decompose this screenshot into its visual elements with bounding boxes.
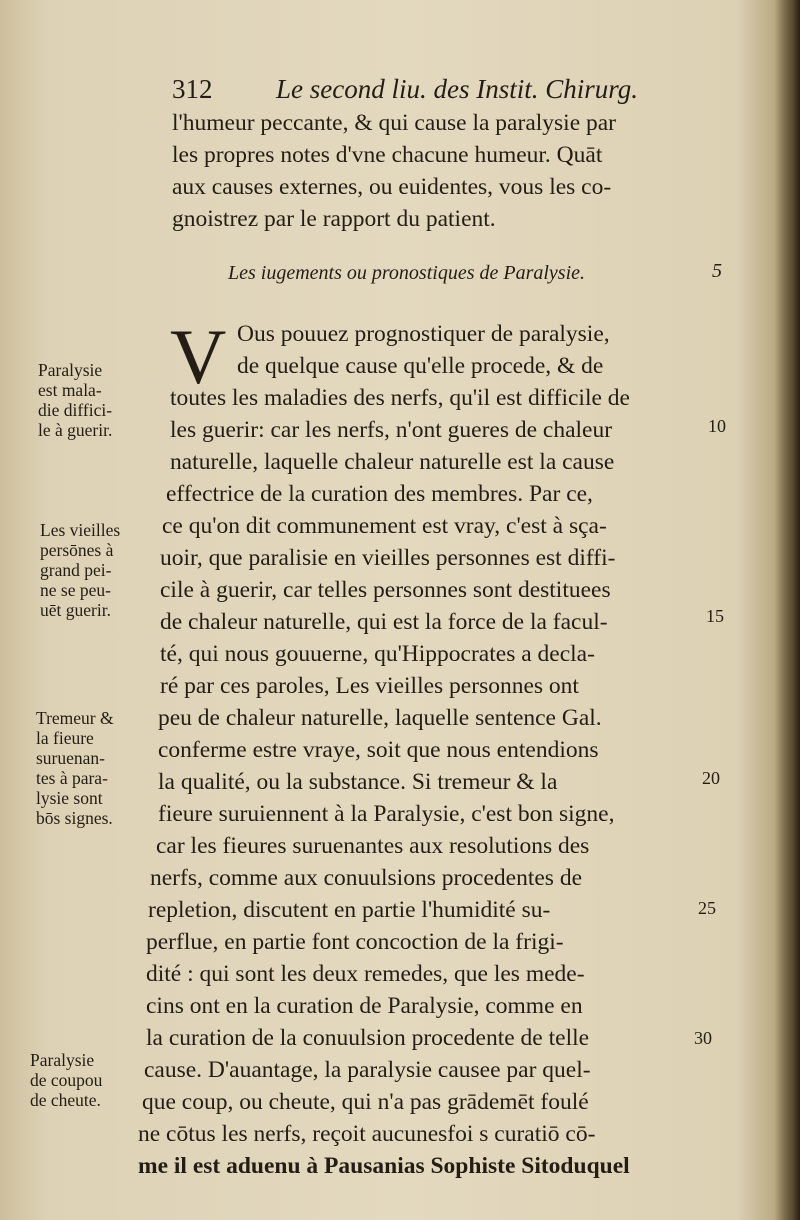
- margin-note-line: lysie sont: [36, 788, 103, 808]
- margin-note: [40, 520, 155, 620]
- text-line: l'humeur peccante, & qui cause la paralysie par: [172, 110, 617, 136]
- page-header: [172, 74, 692, 108]
- margin-note-line: tes à para-: [36, 768, 108, 788]
- margin-note-line: Les vieilles: [40, 520, 121, 540]
- text-line: cause. D'auantage, la paralysie causee par quel-: [144, 1057, 591, 1083]
- text-line: la qualité, ou la substance. Si tremeur & la: [158, 769, 558, 795]
- text-line: nerfs, comme aux conuulsions procedentes de: [150, 865, 583, 891]
- margin-note: [38, 360, 153, 440]
- line-number: 25: [698, 898, 716, 918]
- text-line: conferme estre vraye, soit que nous entendions: [158, 737, 599, 763]
- folio-number: 312: [172, 74, 213, 104]
- text-line: de quelque cause qu'elle procede, & de: [237, 353, 604, 379]
- text-line: aux causes externes, ou euidentes, vous les co-: [172, 174, 612, 200]
- margin-note-line: uēt guerir.: [40, 600, 111, 620]
- drop-cap: V: [170, 313, 227, 400]
- text-line: car les fieures suruenantes aux resolutions des: [156, 833, 590, 859]
- margin-note-line: Paralysie: [38, 360, 103, 380]
- text-line: les propres notes d'vne chacune humeur. Quāt: [172, 142, 603, 168]
- section-number: 5: [712, 260, 722, 282]
- text-line: ré par ces paroles, Les vieilles personnes ont: [160, 673, 579, 699]
- margin-note-line: persōnes à: [40, 540, 114, 560]
- margin-note-line: ne se peu-: [40, 580, 111, 600]
- line-number: 15: [706, 606, 724, 626]
- margin-note-line: est mala-: [38, 380, 102, 400]
- margin-note-line: suruenan-: [36, 748, 106, 768]
- line-number: 20: [702, 768, 720, 788]
- text-line: repletion, discutent en partie l'humidité su-: [148, 897, 551, 923]
- margin-note-line: bōs signes.: [36, 808, 113, 828]
- running-title: Le second liu. des Instit. Chirurg.: [276, 74, 638, 104]
- page-edge-shadow: [774, 0, 800, 1220]
- text-line: peu de chaleur naturelle, laquelle sentence Gal.: [158, 705, 602, 731]
- section-heading: Les iugements ou pronostiques de Paralysie.: [228, 262, 586, 284]
- margin-note-line: de cheute.: [30, 1090, 101, 1110]
- margin-note: [36, 708, 151, 828]
- margin-note-line: Paralysie: [30, 1050, 95, 1070]
- text-line: dité : qui sont les deux remedes, que les mede-: [146, 961, 585, 987]
- text-line: de chaleur naturelle, qui est la force de la facul-: [160, 609, 608, 635]
- text-line: cins ont en la curation de Paralysie, comme en: [146, 993, 583, 1019]
- text-line: me il est aduenu à Pausanias Sophiste Sitoduquel: [138, 1153, 630, 1179]
- margin-note-line: Tremeur &: [36, 708, 114, 728]
- line-number: 30: [694, 1028, 712, 1048]
- line-number: 10: [708, 416, 726, 436]
- text-line: effectrice de la curation des membres. Par ce,: [166, 481, 593, 507]
- margin-note-line: le à guerir.: [38, 420, 113, 440]
- text-line: que coup, ou cheute, qui n'a pas grādemēt foulé: [142, 1089, 589, 1115]
- text-line: Ous pouuez prognostiquer de paralysie,: [237, 321, 610, 347]
- text-line: naturelle, laquelle chaleur naturelle est la cause: [170, 449, 615, 475]
- text-line: les guerir: car les nerfs, n'ont gueres de chaleur: [170, 417, 613, 443]
- text-line: cile à guerir, car telles personnes sont destituees: [160, 577, 611, 603]
- text-line: perflue, en partie font concoction de la frigi-: [146, 929, 564, 955]
- text-line: té, qui nous gouuerne, qu'Hippocrates a decla-: [160, 641, 595, 667]
- text-line: ne cōtus les nerfs, reçoit aucunesfoi s curatiō cō-: [138, 1121, 596, 1147]
- margin-note-line: de coupou: [30, 1070, 103, 1090]
- text-line: gnoistrez par le rapport du patient.: [172, 206, 496, 232]
- margin-note-line: grand pei-: [40, 560, 112, 580]
- text-line: fieure suruiennent à la Paralysie, c'est bon signe,: [158, 801, 615, 827]
- text-line: ce qu'on dit communement est vray, c'est à sça-: [162, 513, 607, 539]
- text-line: la curation de la conuulsion procedente de telle: [146, 1025, 590, 1051]
- text-line: toutes les maladies des nerfs, qu'il est difficile de: [170, 385, 630, 411]
- margin-note-line: la fieure: [36, 728, 94, 748]
- text-line: uoir, que paralisie en vieilles personnes est diffi-: [160, 545, 616, 571]
- margin-note-line: die diffici-: [38, 400, 113, 420]
- margin-note: [30, 1050, 145, 1110]
